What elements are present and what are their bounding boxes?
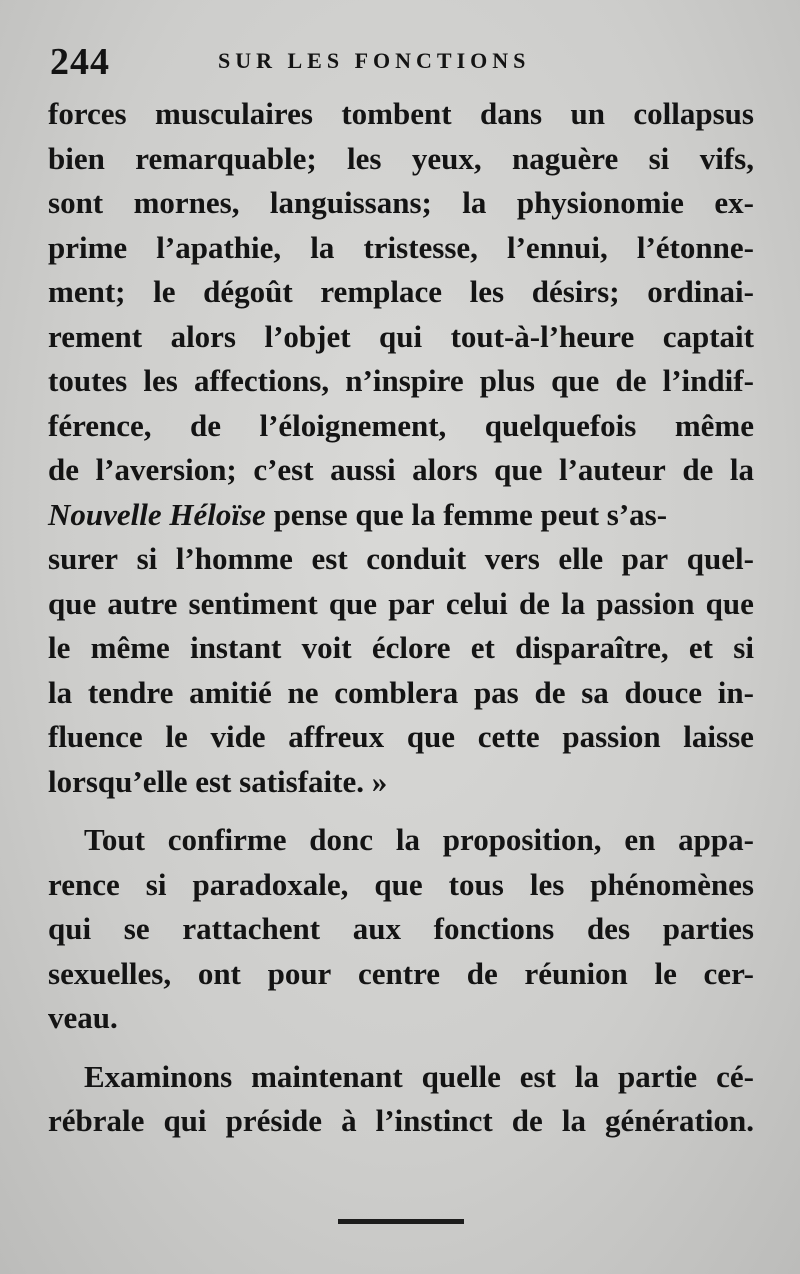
text-line: sexuelles, ont pour centre de réunion le cer- <box>48 955 754 991</box>
page-header <box>50 40 760 88</box>
text-line-with-title <box>48 493 754 538</box>
text-line: forces musculaires tombent dans un collapsus <box>48 96 754 131</box>
text-line: veau. <box>48 1000 118 1035</box>
page-number: 244 <box>50 41 110 83</box>
book-title: Nouvelle Héloïse <box>48 496 266 532</box>
text-line-content <box>48 493 667 538</box>
text-line: fluence le vide affreux que cette passion laisse <box>48 719 754 754</box>
text-line: rence si paradoxale, que tous les phénomènes <box>48 866 754 902</box>
text-line: toutes les affections, n’inspire plus que de l’indif- <box>48 363 754 398</box>
text-line: qui se rattachent aux fonctions des parties <box>48 911 754 946</box>
text-line: prime l’apathie, la tristesse, l’ennui, l’étonne- <box>48 229 754 265</box>
text-line: bien remarquable; les yeux, naguère si vifs, <box>48 140 754 176</box>
text-line: la tendre amitié ne comblera pas de sa douce in- <box>48 674 754 710</box>
text-line: que autre sentiment que par celui de la passion que <box>48 585 754 621</box>
text-line-rest: pense que la femme peut s’as- <box>265 496 668 532</box>
paragraph-2 <box>48 818 754 1041</box>
paragraph-3 <box>48 1055 754 1144</box>
text-line: rébrale qui préside à l’instinct de la génération. <box>48 1103 754 1138</box>
text-line: férence, de l’éloignement, quelquefois même <box>48 407 754 443</box>
text-line: surer si l’homme est conduit vers elle par quel- <box>48 541 754 576</box>
text-line: Examinons maintenant quelle est la partie cé- <box>84 1058 754 1094</box>
body-text <box>48 92 754 1144</box>
text-line: lorsqu’elle est satisfaite. » <box>48 763 388 799</box>
text-line: ment; le dégoût remplace les désirs; ordinai- <box>48 274 754 309</box>
text-line: rement alors l’objet qui tout-à-l’heure captait <box>48 318 754 354</box>
text-line: sont mornes, languissans; la physionomie ex- <box>48 185 754 220</box>
running-head: SUR LES FONCTIONS <box>218 48 531 73</box>
text-line: le même instant voit éclore et disparaître, et si <box>48 630 754 665</box>
text-line: de l’aversion; c’est aussi alors que l’auteur de la <box>48 452 754 487</box>
text-line: Tout confirme donc la proposition, en appa- <box>84 822 754 857</box>
paragraph-1 <box>48 92 754 804</box>
section-rule <box>338 1219 464 1224</box>
